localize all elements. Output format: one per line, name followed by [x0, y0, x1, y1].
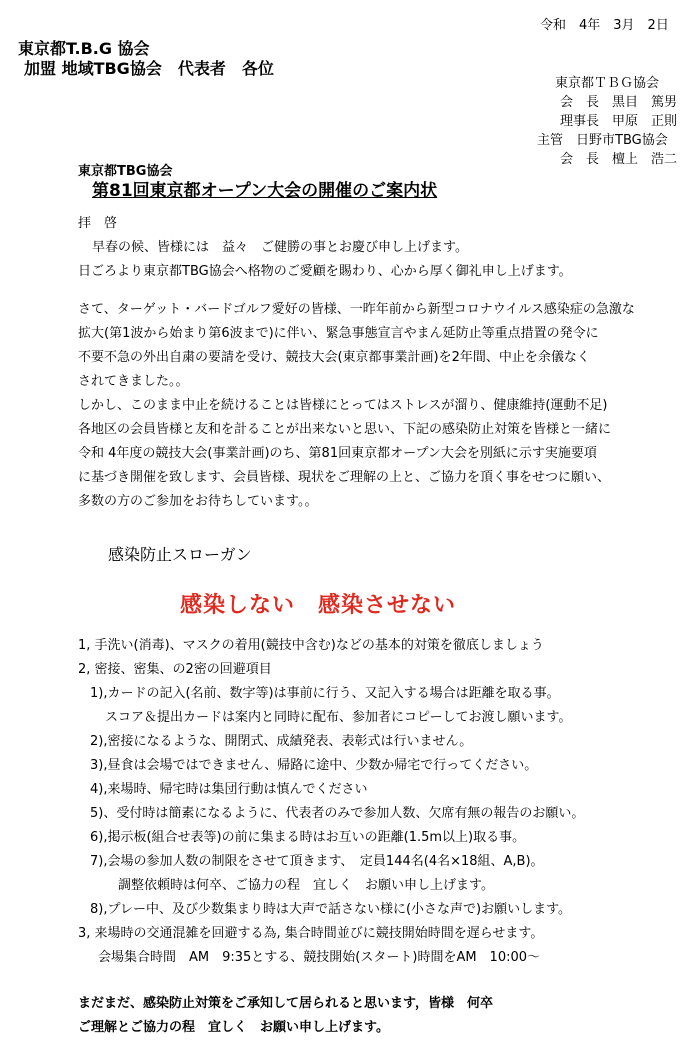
body-line: 多数の方のご参加をお待ちしています。。	[78, 494, 318, 509]
body-line: しかし、このまま中止を続けることは皆様にとってはストレスが溜り、健康維持(運動不足)	[78, 398, 608, 413]
document-title: 第81回東京都オープン大会の開催のご案内状	[92, 181, 438, 201]
body-line: さて、ターゲット・バードゴルフ愛好の皆様、一昨年前から新型コロナウイルス感染症の急激な	[78, 302, 635, 317]
list-item: 4),来場時、帰宅時は集団行動は慎んでください	[90, 782, 368, 797]
list-item: 3),昼食は会場ではできません、帰路に途中、少数か帰宅で行ってください。	[90, 758, 538, 773]
slogan-text: 感染しない 感染させない	[180, 593, 457, 618]
sender-line: 理事長 甲原 正則	[560, 114, 678, 129]
sender-line: 会 長 檀上 浩二	[560, 152, 678, 167]
closing-line: まだまだ、感染防止対策をご承知して居られると思います，皆様 何卒	[78, 996, 493, 1011]
list-item: 7),会場の参加人数の制限をさせて頂きます、 定員144名(4名×18組、A,B)。	[90, 854, 544, 869]
body-line: 不要不急の外出自粛の要請を受け、競技大会(東京都事業計画)を2年間、中止を余儀なく	[78, 350, 590, 365]
list-item: 8),プレー中、及び少数集まり時は大声で話さない様に(小さな声で)お願いします。	[90, 902, 572, 917]
greeting-line: 日ごろより東京都TBG協会へ格物のご愛顧を賜わり、心から厚く御礼申し上げます。	[78, 264, 572, 279]
sender-line: 主管 日野市TBG協会	[537, 133, 668, 148]
list-item: 3, 来場時の交通混雑を回避する為, 集合時間並びに競技開始時間を遅らせます。	[78, 926, 544, 941]
recipient-line-1: 東京都T.B.G 協会	[18, 39, 150, 58]
list-item: 1),カードの記入(名前、数字等)は事前に行う、又記入する場合は距離を取る事。	[90, 686, 560, 701]
list-item: 会場集合時間 AM 9:35とする、競技開始(スタート)時間をAM 10:00～	[98, 950, 541, 965]
list-item: 2),密接になるような、開閉式、成績発表、表彰式は行いません。	[90, 734, 473, 749]
list-item: スコア＆提出カードは案内と同時に配布、参加者にコピーしてお渡し願います。	[105, 710, 572, 725]
body-line: 令和 4年度の競技大会(事業計画)のち、第81回東京都オープン大会を別紙に示す実施要項	[78, 446, 597, 461]
recipient-line-2: 加盟 地域TBG協会 代表者 各位	[24, 59, 274, 78]
organization-label: 東京都TBG協会	[78, 164, 173, 179]
body-line: 各地区の会員皆様と友和を計ることが出来ないと思い、下記の感染防止対策を皆様と一緒に	[78, 422, 612, 437]
greeting-line: 早春の候、皆様には 益々 ご健勝の事とお慶び申し上げます。	[92, 240, 468, 255]
greeting-line: 拝 啓	[78, 216, 118, 231]
list-item: 5)、受付時は簡素になるように、代表者のみで参加人数、欠席有無の報告のお願い。	[90, 806, 585, 821]
letter-date: 令和 4年 3月 2日	[540, 18, 669, 33]
closing-line: ご理解とご協力の程 宜しく お願い申し上げます。	[78, 1020, 389, 1035]
sender-line: 会 長 黒目 篤男	[560, 95, 678, 110]
sender-line: 東京都ＴＢＧ協会	[555, 76, 660, 91]
list-item: 2, 密接、密集、の2密の回避項目	[78, 662, 272, 677]
slogan-heading: 感染防止スローガン	[108, 545, 252, 564]
body-line: 拡大(第1波から始まり第6波まで)に伴い、緊急事態宣言やまん延防止等重点措置の発令に	[78, 326, 599, 341]
body-line: に基づき開催を致します、会員皆様、現状をご理解の上と、ご協力を頂く事をせつに願い、	[78, 470, 610, 485]
list-item: 調整依頼時は何卒、ご協力の程 宜しく お願い申し上げます。	[118, 878, 494, 893]
list-item: 1, 手洗い(消毒)、マスクの着用(競技中含む)などの基本的対策を徹底しましょう	[78, 638, 544, 653]
body-line: されてきました。。	[78, 374, 189, 389]
list-item: 6),掲示板(組合せ表等)の前に集まる時はお互いの距離(1.5m以上)取る事。	[90, 830, 526, 845]
